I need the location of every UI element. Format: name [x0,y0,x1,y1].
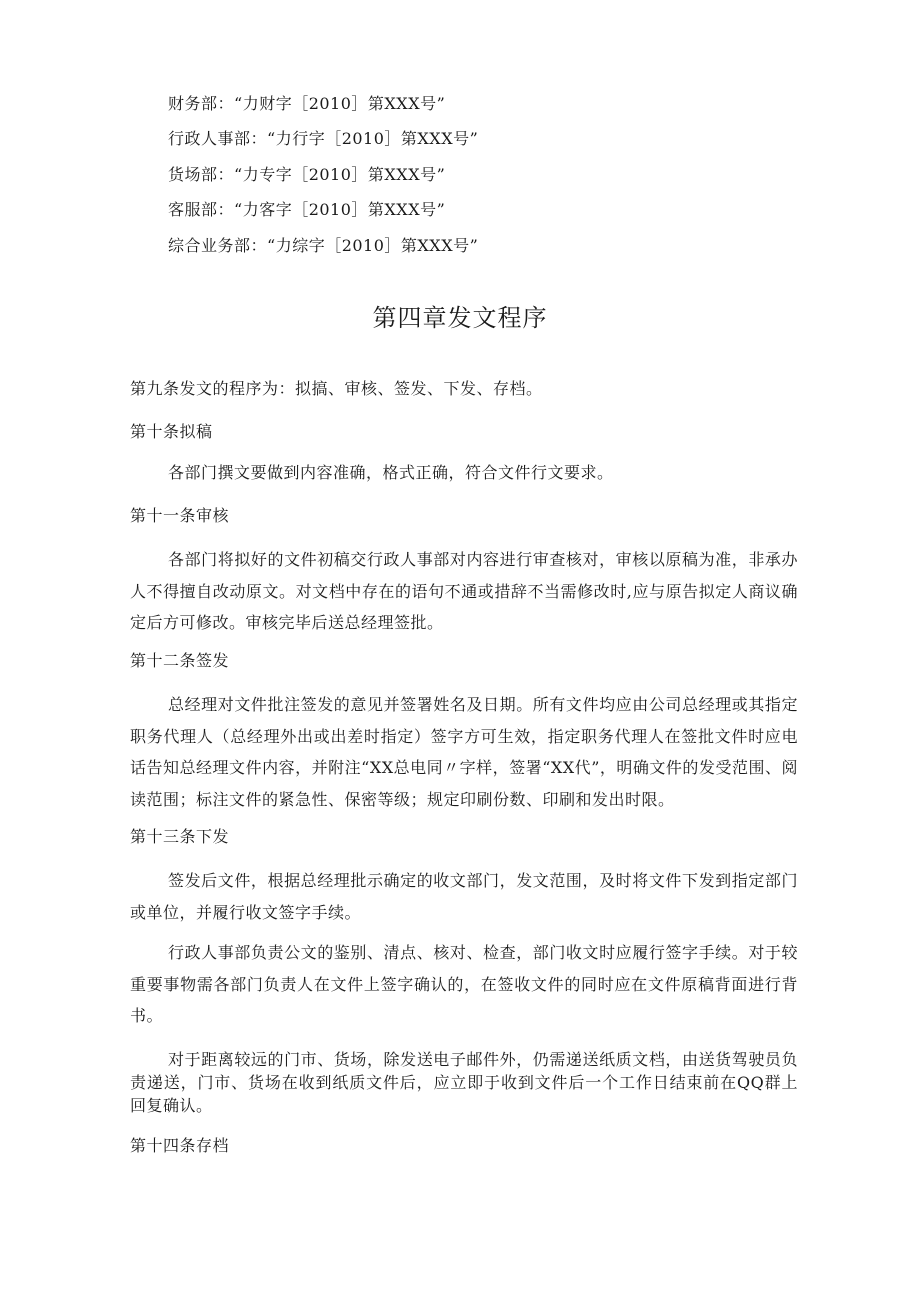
article-11-heading: 第十一条审核 [130,506,230,525]
article-12-body: 总经理对文件批注签发的意见并签署姓名及日期。所有文件均应由公司总经理或其指定职务代理人（总经理外出或出差时指定）签字方可生效，指定职务代理人在签批文件时应电话告知总经理文件内容，并附注“XX总电同〃字样，签署“XX代”，明确文件的发受范围、阅读范围；标注文件的紧急性、保密等级；规定印刷份数、印刷和发出时限。 [130,695,798,809]
article-11-body: 各部门将拟好的文件初稿交行政人事部对内容进行审查核对，审核以原稿为准，非承办人不得擅自改动原文。对文档中存在的语句不通或措辞不当需修改时,应与原告拟定人商议确定后方可修改。审核完毕后送总经理签批。 [130,550,798,632]
doc-code: “力客字［2010］第XXX号” [234,200,446,219]
doc-number-freight [168,165,445,185]
article-10-heading: 第十条拟稿 [130,422,213,441]
doc-code: “力财字［2010］第XXX号” [234,94,446,113]
dept-label: 货场部： [168,165,235,184]
article-13-body-2: 行政人事部负责公文的鉴别、清点、核对、检查，部门收文时应履行签字手续。对于较重要事物需各部门负责人在文件上签字确认的，在签收文件的同时应在文件原稿背面进行背书。 [130,943,798,1025]
doc-code: “力专字［2010］第XXX号” [234,165,446,184]
article-10-body: 各部门撰文要做到内容准确，格式正确，符合文件行文要求。 [168,463,614,482]
article-13-body-3: 对于距离较远的门市、货场，除发送电子邮件外，仍需递送纸质文档，由送货驾驶员负责递送，门市、货场在收到纸质文件后，应立即于收到文件后一个工作日结束前在QQ群上回复确认。 [130,1050,798,1115]
dept-label: 行政人事部： [168,129,268,148]
article-13-heading: 第十三条下发 [130,827,230,846]
chapter-title: 第四章发文程序 [372,304,548,332]
article-12-heading: 第十二条签发 [130,651,230,670]
doc-number-finance [168,94,445,114]
article-14-heading: 第十四条存档 [130,1136,230,1155]
doc-number-admin-hr [168,129,478,149]
dept-label: 财务部： [168,94,235,113]
doc-code: “力综字［2010］第XXX号” [267,236,479,255]
dept-label: 客服部： [168,200,235,219]
doc-number-general-business [168,236,478,256]
doc-code: “力行字［2010］第XXX号” [267,129,479,148]
article-13-body-1: 签发后文件，根据总经理批示确定的收文部门，发文范围，及时将文件下发到指定部门或单位，并履行收文签字手续。 [130,871,798,922]
dept-label: 综合业务部： [168,236,268,255]
article-9: 第九条发文的程序为：拟搞、审核、签发、下发、存档。 [130,379,543,398]
doc-number-customer-service [168,200,445,220]
